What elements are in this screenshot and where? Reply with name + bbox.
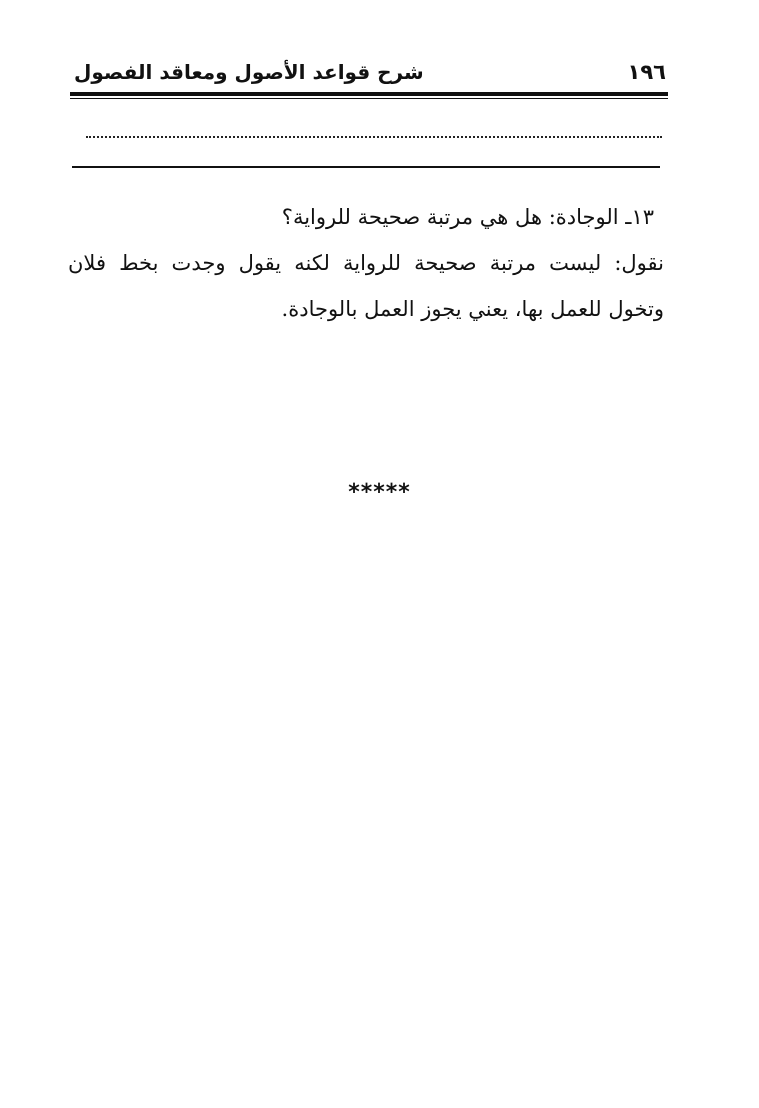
page-number: ١٩٦ xyxy=(627,60,666,84)
question-paragraph: ١٣ـ الوجادة: هل هي مرتبة صحيحة للرواية؟ xyxy=(281,205,654,229)
dotted-separator xyxy=(86,136,662,138)
end-section-marker: ***** xyxy=(348,480,411,505)
page-content xyxy=(68,194,664,332)
answer-paragraph: نقول: ليست مرتبة صحيحة للرواية لكنه يقول وجدت بخط فلان وتخول للعمل بها، يعني يجوز العمل بالوجادة. xyxy=(68,251,664,321)
header-rule-thin xyxy=(70,98,668,99)
section-separator-rule xyxy=(72,166,660,168)
running-title: شرح قواعد الأصول ومعاقد الفصول xyxy=(74,60,424,84)
page-header xyxy=(70,58,668,92)
header-rule-thick xyxy=(70,92,668,96)
